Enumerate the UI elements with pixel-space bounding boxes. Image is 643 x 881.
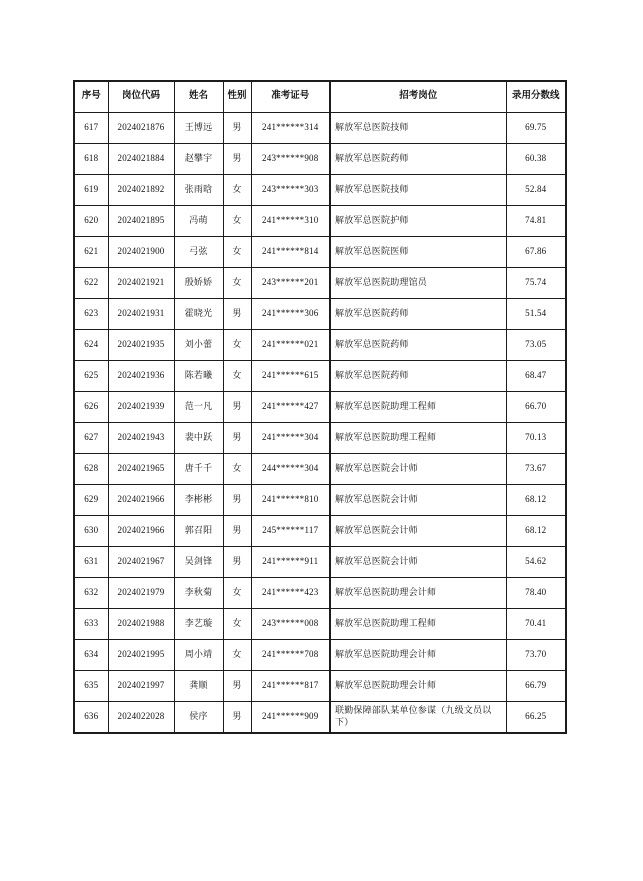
table-row xyxy=(74,423,566,454)
cell-gender: 女 xyxy=(223,268,251,299)
cell-ticket: 241******314 xyxy=(251,113,330,144)
cell-job_code: 2024021936 xyxy=(108,361,174,392)
table-row xyxy=(74,671,566,702)
cell-position: 解放军总医院医师 xyxy=(330,237,506,268)
cell-score: 70.13 xyxy=(506,423,566,454)
cell-score: 69.75 xyxy=(506,113,566,144)
cell-index: 634 xyxy=(74,640,108,671)
cell-position: 解放军总医院助理会计师 xyxy=(330,640,506,671)
cell-score: 51.54 xyxy=(506,299,566,330)
cell-position: 解放军总医院护师 xyxy=(330,206,506,237)
cell-index: 620 xyxy=(74,206,108,237)
cell-name: 张雨晗 xyxy=(174,175,223,206)
cell-score: 60.38 xyxy=(506,144,566,175)
cell-index: 621 xyxy=(74,237,108,268)
cell-score: 78.40 xyxy=(506,578,566,609)
admission-score-table xyxy=(73,80,567,734)
cell-index: 627 xyxy=(74,423,108,454)
cell-gender: 女 xyxy=(223,578,251,609)
cell-name: 李彬彬 xyxy=(174,485,223,516)
cell-name: 侯序 xyxy=(174,702,223,734)
cell-index: 633 xyxy=(74,609,108,640)
cell-name: 刘小蕾 xyxy=(174,330,223,361)
cell-score: 75.74 xyxy=(506,268,566,299)
cell-job_code: 2024021876 xyxy=(108,113,174,144)
cell-ticket: 243******908 xyxy=(251,144,330,175)
cell-position: 解放军总医院会计师 xyxy=(330,516,506,547)
cell-ticket: 244******304 xyxy=(251,454,330,485)
cell-gender: 女 xyxy=(223,237,251,268)
cell-score: 73.70 xyxy=(506,640,566,671)
cell-position: 联勤保障部队某单位参谋（九级文员以下） xyxy=(330,702,506,734)
cell-position: 解放军总医院会计师 xyxy=(330,454,506,485)
header-index: 序号 xyxy=(74,81,108,113)
cell-gender: 男 xyxy=(223,113,251,144)
cell-position: 解放军总医院药师 xyxy=(330,299,506,330)
cell-job_code: 2024021943 xyxy=(108,423,174,454)
cell-job_code: 2024021895 xyxy=(108,206,174,237)
cell-name: 吴剑锋 xyxy=(174,547,223,578)
table-row xyxy=(74,485,566,516)
cell-gender: 女 xyxy=(223,361,251,392)
cell-job_code: 2024021995 xyxy=(108,640,174,671)
header-ticket: 准考证号 xyxy=(251,81,330,113)
cell-score: 73.67 xyxy=(506,454,566,485)
table-row xyxy=(74,268,566,299)
table-row xyxy=(74,702,566,734)
cell-name: 李艺璇 xyxy=(174,609,223,640)
cell-job_code: 2024021965 xyxy=(108,454,174,485)
cell-job_code: 2024021892 xyxy=(108,175,174,206)
cell-gender: 女 xyxy=(223,206,251,237)
cell-score: 70.41 xyxy=(506,609,566,640)
cell-ticket: 241******817 xyxy=(251,671,330,702)
cell-job_code: 2024021935 xyxy=(108,330,174,361)
cell-ticket: 243******201 xyxy=(251,268,330,299)
cell-ticket: 241******615 xyxy=(251,361,330,392)
table-header xyxy=(74,81,566,113)
table-row xyxy=(74,361,566,392)
cell-ticket: 241******708 xyxy=(251,640,330,671)
cell-job_code: 2024021900 xyxy=(108,237,174,268)
cell-ticket: 241******911 xyxy=(251,547,330,578)
cell-job_code: 2024021921 xyxy=(108,268,174,299)
cell-score: 54.62 xyxy=(506,547,566,578)
table-row xyxy=(74,640,566,671)
cell-index: 630 xyxy=(74,516,108,547)
cell-index: 636 xyxy=(74,702,108,734)
table-row xyxy=(74,113,566,144)
cell-index: 618 xyxy=(74,144,108,175)
table-body xyxy=(74,113,566,734)
cell-gender: 女 xyxy=(223,609,251,640)
cell-gender: 男 xyxy=(223,423,251,454)
cell-job_code: 2024021979 xyxy=(108,578,174,609)
cell-position: 解放军总医院药师 xyxy=(330,361,506,392)
cell-gender: 男 xyxy=(223,392,251,423)
cell-position: 解放军总医院会计师 xyxy=(330,547,506,578)
cell-score: 52.84 xyxy=(506,175,566,206)
cell-gender: 男 xyxy=(223,702,251,734)
cell-gender: 女 xyxy=(223,175,251,206)
cell-gender: 女 xyxy=(223,330,251,361)
cell-gender: 男 xyxy=(223,144,251,175)
table-row xyxy=(74,330,566,361)
cell-job_code: 2024021997 xyxy=(108,671,174,702)
header-gender: 性别 xyxy=(223,81,251,113)
cell-name: 殷娇娇 xyxy=(174,268,223,299)
cell-position: 解放军总医院药师 xyxy=(330,144,506,175)
cell-position: 解放军总医院助理会计师 xyxy=(330,578,506,609)
cell-ticket: 245******117 xyxy=(251,516,330,547)
header-name: 姓名 xyxy=(174,81,223,113)
cell-gender: 男 xyxy=(223,299,251,330)
cell-score: 66.79 xyxy=(506,671,566,702)
cell-name: 周小靖 xyxy=(174,640,223,671)
header-position: 招考岗位 xyxy=(330,81,506,113)
cell-index: 625 xyxy=(74,361,108,392)
cell-index: 635 xyxy=(74,671,108,702)
cell-position: 解放军总医院药师 xyxy=(330,330,506,361)
cell-ticket: 241******310 xyxy=(251,206,330,237)
cell-ticket: 241******423 xyxy=(251,578,330,609)
cell-job_code: 2024021931 xyxy=(108,299,174,330)
table-row xyxy=(74,578,566,609)
cell-score: 66.70 xyxy=(506,392,566,423)
cell-gender: 男 xyxy=(223,485,251,516)
table-row xyxy=(74,516,566,547)
cell-name: 龚顺 xyxy=(174,671,223,702)
cell-ticket: 241******304 xyxy=(251,423,330,454)
cell-job_code: 2024021988 xyxy=(108,609,174,640)
cell-score: 68.12 xyxy=(506,485,566,516)
table-row xyxy=(74,392,566,423)
cell-ticket: 241******021 xyxy=(251,330,330,361)
cell-position: 解放军总医院技师 xyxy=(330,175,506,206)
cell-ticket: 241******427 xyxy=(251,392,330,423)
cell-name: 唐千千 xyxy=(174,454,223,485)
cell-gender: 男 xyxy=(223,547,251,578)
cell-name: 霍晓光 xyxy=(174,299,223,330)
cell-gender: 男 xyxy=(223,671,251,702)
cell-name: 赵攀宇 xyxy=(174,144,223,175)
table-row xyxy=(74,299,566,330)
table-row xyxy=(74,175,566,206)
header-row xyxy=(74,81,566,113)
cell-gender: 男 xyxy=(223,516,251,547)
cell-ticket: 241******814 xyxy=(251,237,330,268)
cell-name: 王博远 xyxy=(174,113,223,144)
cell-job_code: 2024021939 xyxy=(108,392,174,423)
cell-score: 66.25 xyxy=(506,702,566,734)
cell-score: 68.12 xyxy=(506,516,566,547)
cell-index: 631 xyxy=(74,547,108,578)
header-job-code: 岗位代码 xyxy=(108,81,174,113)
cell-position: 解放军总医院技师 xyxy=(330,113,506,144)
table-row xyxy=(74,144,566,175)
cell-name: 冯萌 xyxy=(174,206,223,237)
table-row xyxy=(74,206,566,237)
table-row xyxy=(74,547,566,578)
cell-ticket: 243******303 xyxy=(251,175,330,206)
cell-ticket: 243******008 xyxy=(251,609,330,640)
cell-score: 73.05 xyxy=(506,330,566,361)
cell-gender: 女 xyxy=(223,640,251,671)
cell-position: 解放军总医院助理工程师 xyxy=(330,609,506,640)
cell-index: 622 xyxy=(74,268,108,299)
cell-position: 解放军总医院助理馆员 xyxy=(330,268,506,299)
cell-name: 弓弦 xyxy=(174,237,223,268)
cell-ticket: 241******909 xyxy=(251,702,330,734)
cell-name: 范一凡 xyxy=(174,392,223,423)
cell-name: 郭召阳 xyxy=(174,516,223,547)
table-row xyxy=(74,237,566,268)
cell-job_code: 2024022028 xyxy=(108,702,174,734)
cell-job_code: 2024021884 xyxy=(108,144,174,175)
cell-score: 74.81 xyxy=(506,206,566,237)
cell-name: 裴中跃 xyxy=(174,423,223,454)
cell-index: 632 xyxy=(74,578,108,609)
cell-job_code: 2024021966 xyxy=(108,516,174,547)
cell-gender: 女 xyxy=(223,454,251,485)
cell-index: 624 xyxy=(74,330,108,361)
cell-job_code: 2024021967 xyxy=(108,547,174,578)
table-row xyxy=(74,609,566,640)
header-score: 录用分数线 xyxy=(506,81,566,113)
cell-position: 解放军总医院助理工程师 xyxy=(330,423,506,454)
table-row xyxy=(74,454,566,485)
cell-position: 解放军总医院助理会计师 xyxy=(330,671,506,702)
cell-job_code: 2024021966 xyxy=(108,485,174,516)
cell-name: 李秋菊 xyxy=(174,578,223,609)
cell-ticket: 241******306 xyxy=(251,299,330,330)
cell-score: 67.86 xyxy=(506,237,566,268)
cell-index: 628 xyxy=(74,454,108,485)
cell-name: 陈若曦 xyxy=(174,361,223,392)
cell-index: 629 xyxy=(74,485,108,516)
cell-index: 623 xyxy=(74,299,108,330)
cell-index: 626 xyxy=(74,392,108,423)
cell-score: 68.47 xyxy=(506,361,566,392)
cell-position: 解放军总医院助理工程师 xyxy=(330,392,506,423)
cell-position: 解放军总医院会计师 xyxy=(330,485,506,516)
cell-index: 617 xyxy=(74,113,108,144)
cell-ticket: 241******810 xyxy=(251,485,330,516)
cell-index: 619 xyxy=(74,175,108,206)
